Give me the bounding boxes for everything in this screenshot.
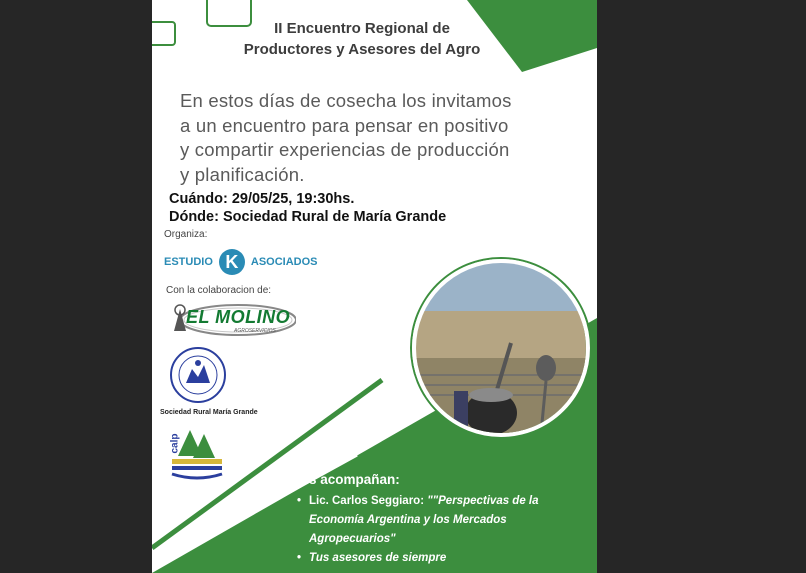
k-logo-icon: K xyxy=(219,249,245,275)
list-item xyxy=(297,492,587,511)
calp-logo xyxy=(168,428,226,482)
colaboracion-label: Con la colaboracion de: xyxy=(166,285,272,296)
event-title-line1: II Encuentro Regional de xyxy=(274,20,450,37)
intro-line: y planificación. xyxy=(180,163,305,185)
estudio-left-text: ESTUDIO xyxy=(164,256,213,268)
calp-text: calp xyxy=(169,433,181,454)
event-title xyxy=(212,18,512,60)
estudio-k-logo xyxy=(164,248,318,276)
bullet-icon: • xyxy=(297,552,302,564)
speaker-talk-line1: ""Perspectivas de la xyxy=(427,495,539,507)
organiza-label: Organiza: xyxy=(164,229,208,240)
speaker-talk-line3: Agropecuarios" xyxy=(309,533,396,545)
el-molino-subtitle: AGROSERVICIOS xyxy=(234,328,276,334)
sociedad-rural-seal-icon xyxy=(168,345,228,405)
bullet-icon: • xyxy=(297,495,302,507)
intro-line: a un encuentro para pensar en positivo xyxy=(180,114,509,136)
outline-square-small xyxy=(152,22,175,45)
estudio-right-text: ASOCIADOS xyxy=(250,256,318,268)
el-molino-name: EL MOLINO xyxy=(186,307,291,327)
speaker-name: Lic. Carlos Seggiaro: xyxy=(309,495,428,507)
intro-line: En estos días de cosecha los invitamos xyxy=(180,90,512,111)
el-molino-logo xyxy=(170,301,296,339)
event-date: Cuándo: 29/05/25, 19:30hs. xyxy=(169,191,355,207)
event-title-line2: Productores y Asesores del Agro xyxy=(243,41,481,58)
event-location: Dónde: Sociedad Rural de María Grande xyxy=(169,209,447,225)
mate-field-photo xyxy=(412,259,590,437)
event-flyer xyxy=(152,0,597,573)
guest-list xyxy=(297,492,587,568)
mate-field-image xyxy=(416,263,586,433)
sociedad-rural-caption: Sociedad Rural María Grande xyxy=(160,409,258,416)
second-guest-text: Tus asesores de siempre xyxy=(309,552,447,564)
intro-text xyxy=(180,89,580,187)
intro-line: y compartir experiencias de producción xyxy=(180,139,510,160)
list-item xyxy=(297,549,587,568)
acompanan-title: Nos acompañan: xyxy=(291,472,400,487)
speaker-talk-line2: Economía Argentina y los Mercados xyxy=(309,514,507,526)
